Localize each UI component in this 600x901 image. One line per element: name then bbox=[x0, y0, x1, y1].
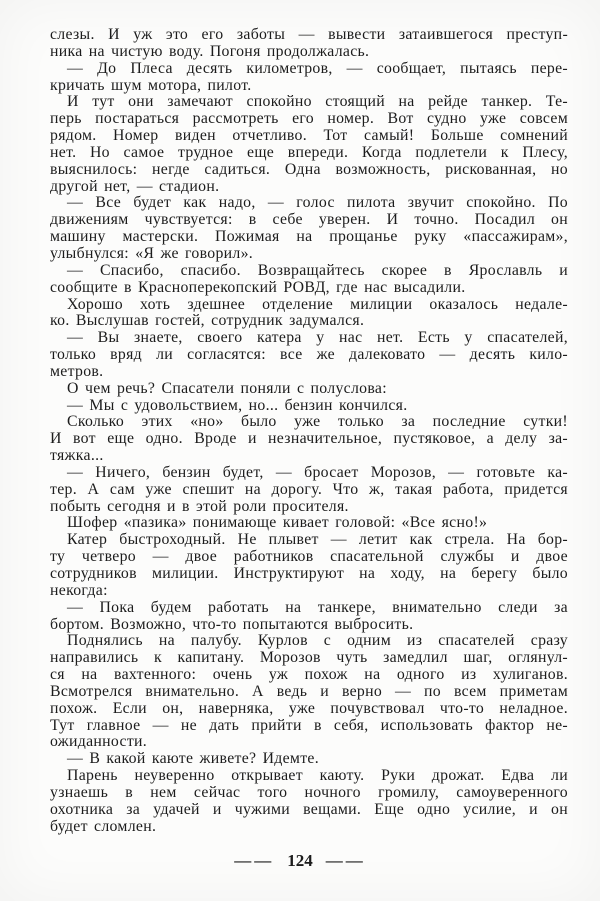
text-line: сотрудников милиции. Инструктируют на ходу, на берегу было bbox=[50, 565, 568, 582]
text-line: тяжка... bbox=[50, 447, 104, 465]
text-line: узнаешь в нем сейчас того ночного громилу, самоуверенного bbox=[50, 783, 568, 801]
text-line: бортом. Возможно, что-то попытаются выбросить. bbox=[50, 615, 414, 633]
text-line: перь постараться рассмотреть его номер. Вот судно уже совсем bbox=[50, 110, 568, 128]
text-line: только вряд ли согласятся: все же далековато — десять кило- bbox=[50, 346, 568, 364]
text-line: ника на чистую воду. Погоня продолжалась. bbox=[50, 42, 370, 60]
text-line: будет сломлен. bbox=[50, 817, 157, 835]
text-line: ожиданности. bbox=[50, 733, 148, 751]
text-line: сообщите в Красноперекопский РОВД, где нас высадили. bbox=[50, 278, 466, 296]
text-line: — Спасибо, спасибо. Возвращайтесь скорее в Ярославль и bbox=[67, 261, 568, 279]
text-line: слезы. И уж это его заботы — вывести затаившегося преступ- bbox=[50, 26, 568, 43]
text-line: Катер быстроходный. Не плывет — летит как стрела. На бор- bbox=[67, 531, 568, 549]
text-line: ту четверо — двое работников спасательной службы и двое bbox=[50, 548, 568, 566]
footer-dashes-left: —— bbox=[234, 851, 275, 870]
text-line: кричать шум мотора, пилот. bbox=[50, 76, 252, 94]
page-text bbox=[50, 27, 568, 836]
footer-dashes-right: —— bbox=[325, 851, 366, 870]
text-line: — Пока будем работать на танкере, внимательно следи за bbox=[67, 598, 568, 616]
text-line: машину мастерски. Пожимая на прощанье руку «пассажирам», bbox=[50, 228, 568, 246]
text-line: — В какой каюте живете? Идемте. bbox=[67, 750, 319, 768]
text-line: охотника за удачей и чужими вещами. Еще одно усилие, и он bbox=[50, 800, 568, 818]
text-line: движениям чувствуется: в себе уверен. И точно. Посадил он bbox=[50, 211, 568, 229]
text-line: другой нет, — стадион. bbox=[50, 177, 220, 195]
text-line: — Все будет как надо, — голос пилота звучит спокойно. По bbox=[67, 194, 568, 212]
text-line: похож. Если он, наверняка, уже почувствовал что-то неладное. bbox=[50, 699, 568, 717]
text-line: метров. bbox=[50, 362, 104, 380]
text-line: Тут главное — не дать прийти в себя, использовать фактор не- bbox=[50, 716, 568, 734]
text-line: улыбнулся: «Я же говорил». bbox=[50, 244, 254, 262]
text-line: некогда: bbox=[50, 581, 108, 599]
text-line: рядом. Номер виден отчетливо. Тот самый! Больше сомнений bbox=[50, 127, 568, 145]
text-line: побыть сегодня и в этой роли просителя. bbox=[50, 497, 349, 515]
text-line: И вот еще одно. Вроде и незначительное, пустяковое, а делу за- bbox=[50, 430, 568, 448]
text-line: Всмотрелся внимательно. А ведь и верно — по всем приметам bbox=[50, 682, 568, 700]
text-line: — До Плеса десять километров, — сообщает, пытаясь пере- bbox=[67, 59, 568, 77]
text-line: Шофер «пазика» понимающе кивает головой: «Все ясно!» bbox=[67, 514, 488, 532]
text-line: — Ничего, бензин будет, — бросает Морозов, — готовьте ка- bbox=[67, 463, 568, 481]
text-line: ко. Выслушав гостей, сотрудник задумался. bbox=[50, 312, 365, 330]
text-line: ся на вахтенного: очень уж похож на одного из хулиганов. bbox=[50, 666, 568, 684]
page-footer bbox=[0, 851, 600, 871]
text-line: И тут они замечают спокойно стоящий на рейде танкер. Те- bbox=[67, 93, 568, 111]
text-line: Поднялись на палубу. Курлов с одним из спасателей сразу bbox=[67, 632, 568, 650]
text-line: Парень неуверенно открывает каюту. Руки дрожат. Едва ли bbox=[67, 767, 568, 785]
text-line: выяснилось: негде садиться. Одна возможность, рискованная, но bbox=[50, 160, 568, 178]
text-line: — Вы знаете, своего катера у нас нет. Есть у спасателей, bbox=[67, 329, 568, 347]
text-line: направились к капитану. Морозов чуть замедлил шаг, оглянул- bbox=[50, 649, 568, 667]
text-line: О чем речь? Спасатели поняли с полуслова: bbox=[67, 379, 387, 397]
text-line: — Мы с удовольствием, но... бензин кончился. bbox=[67, 396, 408, 414]
text-line: Сколько этих «но» было уже только за последние сутки! bbox=[67, 413, 568, 431]
text-line: тер. А сам уже спешит на дорогу. Что ж, такая работа, придется bbox=[50, 480, 568, 498]
text-line: нет. Но самое трудное еще впереди. Когда подлетели к Плесу, bbox=[50, 143, 568, 161]
text-line: Хорошо хоть здешнее отделение милиции оказалось недале- bbox=[67, 295, 568, 313]
page-number: 124 bbox=[287, 851, 313, 870]
